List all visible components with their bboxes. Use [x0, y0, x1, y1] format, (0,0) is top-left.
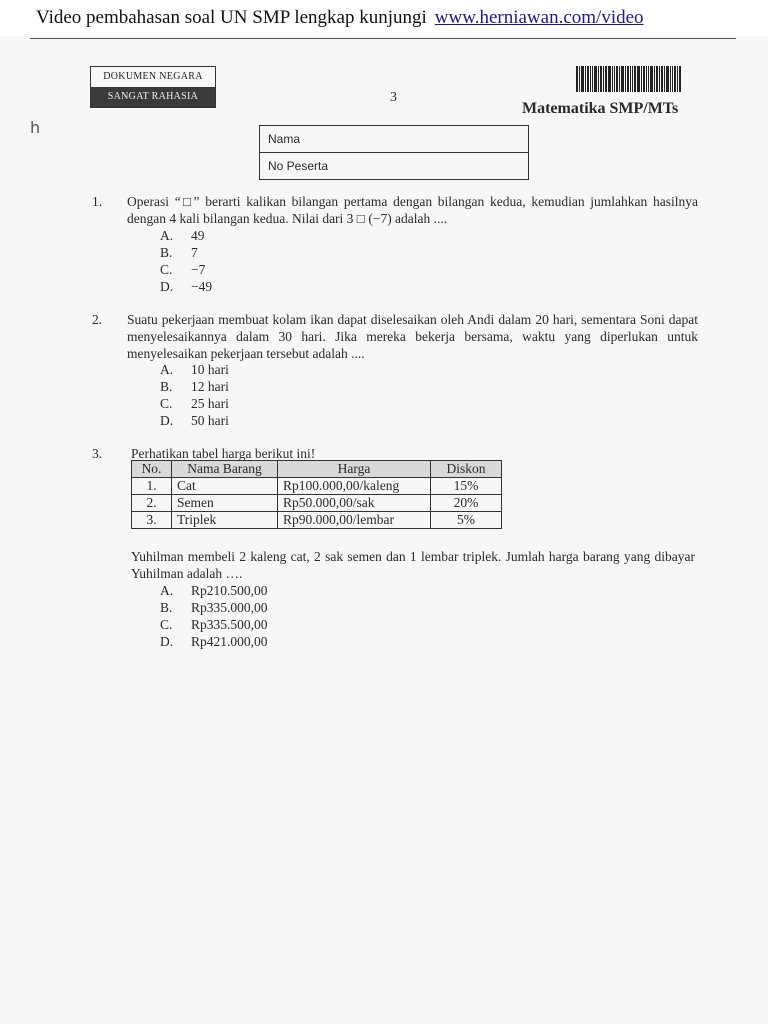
participant-number-field[interactable] [260, 152, 528, 179]
question-3-body: Yuhilman membeli 2 kaleng cat, 2 sak semen dan 1 lembar triplek. Jumlah harga barang yang dibayar Yuhilman adalah …. [131, 549, 695, 581]
table-cell: 15% [431, 478, 502, 495]
answer-options [160, 582, 268, 650]
price-table [131, 460, 502, 529]
option-c[interactable]: C. −7 [160, 262, 206, 277]
stamp-document-label: DOKUMEN NEGARA [103, 71, 203, 82]
side-mark: h [30, 118, 41, 137]
table-cell: 5% [431, 512, 502, 529]
table-cell: 1. [132, 478, 172, 495]
option-b[interactable]: B. 12 hari [160, 379, 229, 394]
option-c[interactable]: C. 25 hari [160, 396, 229, 411]
classification-stamp [90, 66, 216, 108]
table-row [132, 512, 502, 529]
table-cell: Triplek [172, 512, 278, 529]
barcode-icon [576, 66, 700, 92]
option-a[interactable]: A. Rp210.500,00 [160, 583, 268, 598]
answer-options [160, 227, 212, 295]
table-header-row [132, 461, 502, 478]
banner-text [36, 7, 644, 29]
name-field[interactable] [260, 126, 528, 152]
stamp-secrecy-label: SANGAT RAHASIA [91, 87, 215, 107]
column-header: Harga [278, 461, 431, 478]
top-banner [0, 0, 768, 36]
name-label: Nama [268, 132, 301, 146]
answer-options [160, 361, 229, 429]
option-c[interactable]: C. Rp335.500,00 [160, 617, 268, 632]
option-a[interactable]: A. 49 [160, 228, 205, 243]
question-number: 2. [92, 312, 103, 327]
table-row [132, 495, 502, 512]
option-d[interactable]: D. Rp421.000,00 [160, 634, 268, 649]
option-d[interactable]: D. −49 [160, 279, 213, 294]
question-text: Operasi “□” berarti kalikan bilangan pertama dengan bilangan kedua, kemudian jumlahkan hasilnya dengan 4 kali bilangan kedua. Nilai dari 3 □ (−7) adalah .... [127, 194, 698, 226]
column-header: Diskon [431, 461, 502, 478]
option-a[interactable]: A. 10 hari [160, 362, 229, 377]
question-text: Suatu pekerjaan membuat kolam ikan dapat diselesaikan oleh Andi dalam 20 hari, sementara Soni dapat menyelesaikannya dalam 30 hari. Jika mereka bekerja bersama, waktu yang diperlukan untuk menyelesaikan pekerjaan tersebut adalah .... [127, 312, 698, 361]
identity-box [259, 125, 529, 180]
table-cell: Cat [172, 478, 278, 495]
table-cell: Rp90.000,00/lembar [278, 512, 431, 529]
question-number: 3. [92, 446, 103, 461]
table-cell: Rp100.000,00/kaleng [278, 478, 431, 495]
question-number: 1. [92, 194, 103, 209]
banner-message: Video pembahasan soal UN SMP lengkap kunjungi [36, 7, 427, 28]
subject-title: Matematika SMP/MTs [522, 100, 679, 117]
question-text: Perhatikan tabel harga berikut ini! [131, 446, 316, 461]
option-b[interactable]: B. 7 [160, 245, 198, 260]
participant-number-label: No Peserta [268, 159, 329, 173]
header-divider [30, 38, 736, 39]
table-cell: 2. [132, 495, 172, 512]
table-cell: Semen [172, 495, 278, 512]
banner-link[interactable]: www.herniawan.com/video [434, 7, 644, 28]
page-number: 3 [390, 90, 397, 105]
option-b[interactable]: B. Rp335.000,00 [160, 600, 268, 615]
column-header: Nama Barang [172, 461, 278, 478]
column-header: No. [132, 461, 172, 478]
table-cell: 20% [431, 495, 502, 512]
table-cell: Rp50.000,00/sak [278, 495, 431, 512]
table-cell: 3. [132, 512, 172, 529]
table-row [132, 478, 502, 495]
option-d[interactable]: D. 50 hari [160, 413, 229, 428]
